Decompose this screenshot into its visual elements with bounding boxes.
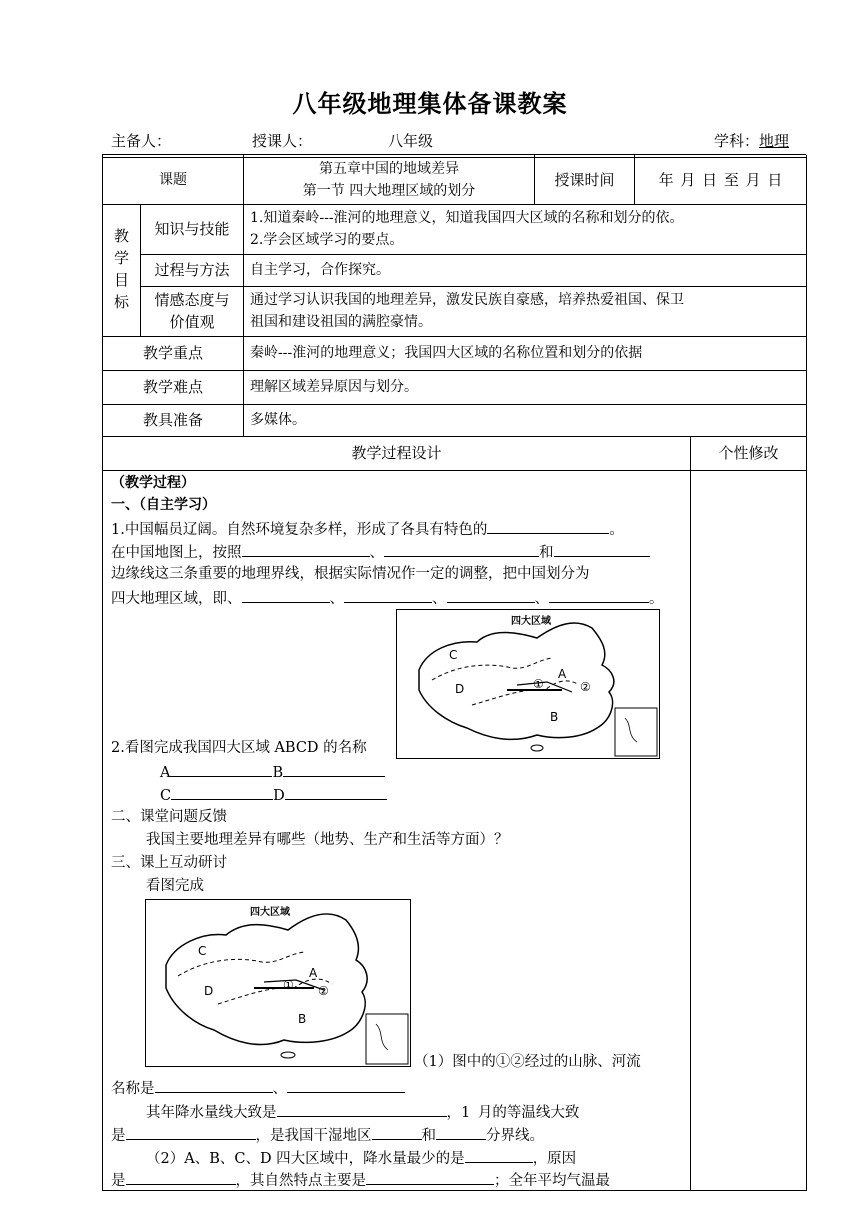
- knowledge-label: 知识与技能: [154, 220, 230, 238]
- difficulty-value: 理解区域差异原因与划分。: [250, 379, 418, 395]
- answer-blank[interactable]: [436, 1123, 486, 1140]
- answer-blank[interactable]: [126, 1123, 256, 1140]
- grade-value: 八年级: [388, 132, 434, 150]
- answer-blank[interactable]: [487, 517, 609, 534]
- emotion-label-2: 价值观: [169, 313, 215, 331]
- topic-line-1: 第五章中国的地域差异: [319, 161, 459, 177]
- question-3-2-line-b: 是 ，其自然特点主要是 ；全年平均气温最: [111, 1168, 686, 1192]
- map-region-b: B: [298, 1012, 307, 1026]
- china-outline: [146, 900, 410, 1066]
- process-label: 过程与方法: [154, 261, 230, 279]
- emotion-label-1: 情感态度与: [154, 291, 230, 309]
- answer-blank[interactable]: [366, 1168, 494, 1185]
- personal-edit-label: 个性修改: [718, 444, 779, 462]
- map-region-a: A: [558, 667, 567, 681]
- difficulty-label: 教学难点: [142, 378, 203, 396]
- answer-blank[interactable]: [283, 760, 385, 777]
- answer-blank[interactable]: [447, 586, 535, 603]
- question-1-line-a: 1.中国幅员辽阔。自然环境复杂多样，形成了各具有特色的 。: [111, 517, 686, 541]
- question-3-1-line-c: 其年降水量线大致是 ，1 月的等温线大致: [146, 1100, 721, 1124]
- map-region-c: C: [198, 944, 207, 958]
- china-regions-map-1: 四大区域 A B C D ① ②: [396, 609, 660, 759]
- design-label: 教学过程设计: [351, 444, 442, 462]
- topic-label: 课题: [159, 172, 187, 188]
- map-region-d: D: [455, 682, 465, 696]
- teacher-label: 授课人：: [252, 132, 313, 150]
- answer-blank[interactable]: [285, 783, 387, 800]
- section-2-question: 我国主要地理差异有哪些（地势、生产和生活等方面）？: [146, 832, 509, 848]
- time-value: 年 月 日 至 月 日: [658, 171, 783, 189]
- section-3-heading: 三、课上互动研讨: [111, 855, 227, 871]
- time-label: 授课时间: [554, 171, 615, 189]
- map-region-d: D: [204, 984, 214, 998]
- map-marker-2: ②: [318, 984, 329, 998]
- knowledge-line-1: 1.知道秦岭---淮河的地理意义，知道我国四大区域的名称和划分的依。: [250, 210, 684, 226]
- answer-blank[interactable]: [126, 1168, 236, 1185]
- map-marker-2: ②: [580, 680, 591, 694]
- lead-preparer-label: 主备人：: [111, 132, 172, 150]
- emotion-line-2: 祖国和建设祖国的满腔豪情。: [250, 314, 432, 330]
- answer-blank[interactable]: [171, 783, 273, 800]
- topic-line-2: 第一节 四大地理区域的划分: [302, 183, 476, 199]
- section-1-heading: 一、（自主学习）: [111, 497, 216, 513]
- key-point-label: 教学重点: [142, 344, 203, 362]
- answer-blank[interactable]: [384, 540, 539, 557]
- goals-label: 教 学 目 标: [113, 227, 129, 311]
- process-heading: （教学过程）: [111, 475, 195, 491]
- answer-blank[interactable]: [170, 760, 272, 777]
- answer-blank[interactable]: [242, 540, 370, 557]
- question-3-2-line-a: （2）A、B、C、D 四大区域中，降水量最少的是 ，原因: [146, 1146, 721, 1170]
- china-outline: [397, 610, 659, 758]
- question-3-1-line-b: 名称是 、: [111, 1076, 686, 1100]
- answer-blank[interactable]: [465, 1146, 533, 1163]
- answer-blank[interactable]: [372, 1123, 422, 1140]
- answer-blank[interactable]: [287, 1076, 405, 1093]
- answer-blank[interactable]: [344, 586, 432, 603]
- key-point-value: 秦岭---淮河的地理意义；我国四大区域的名称位置和划分的依据: [250, 345, 643, 361]
- map-region-a: A: [309, 966, 318, 980]
- subject-label: 学科：: [714, 132, 760, 150]
- section-2-heading: 二、课堂问题反馈: [111, 809, 227, 825]
- question-3-1-line-a: （1）图中的①②经过的山脉、河流: [414, 1054, 641, 1070]
- question-3-1-line-d: 是 ，是我国干湿地区 和 分界线。: [111, 1123, 686, 1147]
- subject-value: 地理: [759, 132, 790, 150]
- process-value: 自主学习，合作探究。: [250, 262, 390, 278]
- page-title: 八年级地理集体备课教案: [292, 90, 568, 118]
- tools-value: 多媒体。: [250, 412, 306, 428]
- question-2-line-ab: A B: [160, 760, 735, 784]
- question-2-line-cd: C D: [160, 783, 735, 807]
- answer-blank[interactable]: [549, 586, 649, 603]
- map-region-c: C: [449, 648, 458, 662]
- question-1-line-c: 边缘线这三条重要的地理界线，根据实际情况作一定的调整，把中国划分为: [111, 566, 590, 582]
- question-1-line-b: 在中国地图上，按照 、 和: [111, 540, 686, 564]
- question-1-line-d: 四大地理区域，即、 、 、 、 。: [111, 586, 686, 610]
- knowledge-line-2: 2.学会区域学习的要点。: [250, 232, 404, 248]
- answer-blank[interactable]: [155, 1076, 273, 1093]
- question-2: 2.看图完成我国四大区域 ABCD 的名称: [111, 740, 367, 756]
- map-marker-1: ①: [533, 677, 544, 691]
- answer-blank[interactable]: [554, 540, 650, 557]
- section-3-lead: 看图完成: [146, 878, 204, 894]
- china-regions-map-2: 四大区域 A B C D ① ②: [145, 899, 411, 1067]
- map-marker-1: ①: [283, 978, 294, 992]
- tools-label: 教具准备: [142, 411, 203, 429]
- answer-blank[interactable]: [242, 586, 330, 603]
- answer-blank[interactable]: [277, 1100, 447, 1117]
- map-region-b: B: [550, 710, 559, 724]
- emotion-line-1: 通过学习认识我国的地理差异，激发民族自豪感，培养热爱祖国、保卫: [250, 292, 684, 308]
